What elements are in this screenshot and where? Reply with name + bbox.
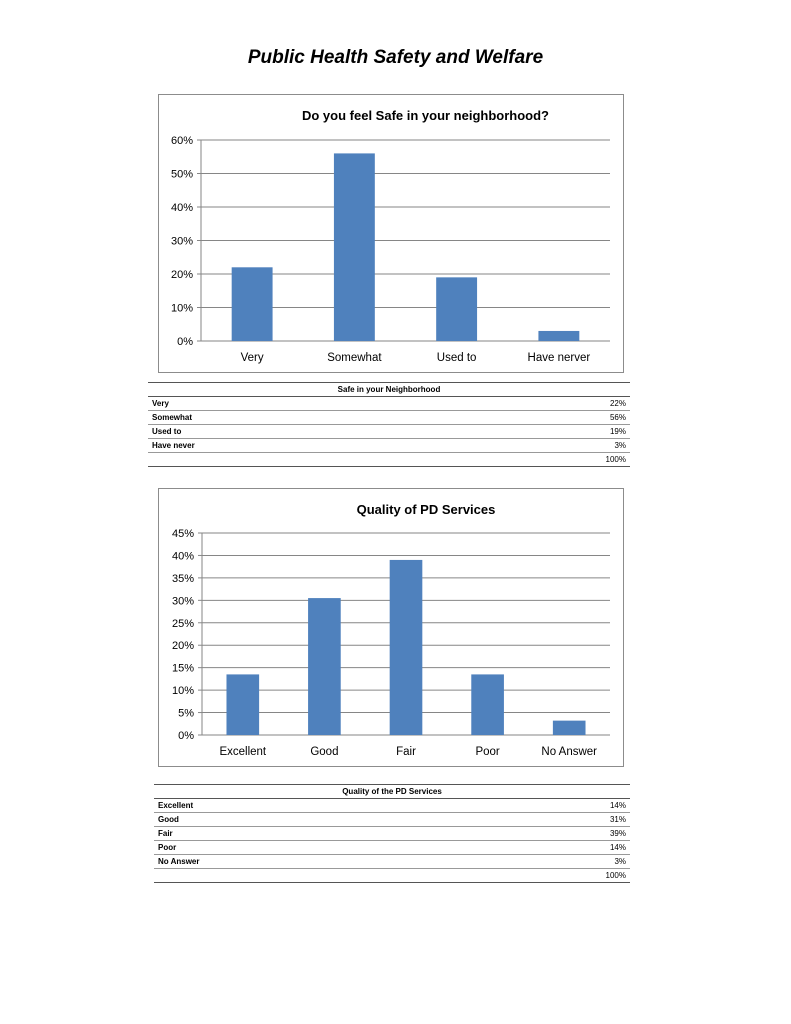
bar-have-nerver bbox=[538, 331, 579, 341]
row-label: Excellent bbox=[154, 799, 456, 813]
x-tick-label: Have nerver bbox=[527, 352, 591, 364]
row-value: 22% bbox=[457, 397, 630, 411]
x-tick-label: Very bbox=[240, 352, 264, 364]
row-value: 39% bbox=[456, 827, 630, 841]
x-tick-label: No Answer bbox=[541, 746, 598, 758]
row-value: 14% bbox=[456, 799, 630, 813]
row-value: 56% bbox=[457, 411, 630, 425]
y-tick-label: 40% bbox=[170, 202, 193, 214]
table-row bbox=[154, 827, 630, 841]
row-value: 31% bbox=[456, 813, 630, 827]
bar-fair bbox=[390, 560, 423, 735]
x-tick-label: Used to bbox=[436, 352, 477, 364]
row-value: 3% bbox=[457, 439, 630, 453]
chart-pd-services bbox=[158, 488, 624, 767]
x-tick-label: Excellent bbox=[219, 746, 267, 758]
total-value: 100% bbox=[457, 453, 630, 467]
row-label: No Answer bbox=[154, 855, 456, 869]
x-tick-label: Fair bbox=[396, 746, 416, 758]
table-total-row bbox=[154, 869, 630, 883]
table-row bbox=[154, 813, 630, 827]
row-label: Good bbox=[154, 813, 456, 827]
page-title: Public Health Safety and Welfare bbox=[247, 47, 544, 68]
y-tick-label: 60% bbox=[170, 135, 193, 147]
row-label: Have never bbox=[148, 439, 457, 453]
table-total-row bbox=[148, 453, 630, 467]
row-label: Poor bbox=[154, 841, 456, 855]
y-tick-label: 30% bbox=[170, 235, 193, 248]
x-tick-label: Somewhat bbox=[327, 352, 382, 364]
y-tick-label: 0% bbox=[177, 336, 193, 348]
chart-title: Quality of PD Services bbox=[356, 502, 496, 517]
bar-excellent bbox=[226, 674, 259, 735]
table-pd-services bbox=[154, 784, 630, 883]
x-tick-label: Good bbox=[310, 746, 339, 758]
total-value: 100% bbox=[456, 869, 630, 883]
chart-safe-neighborhood-svg bbox=[159, 95, 623, 372]
table-row bbox=[148, 411, 630, 425]
row-value: 3% bbox=[456, 855, 630, 869]
row-value: 19% bbox=[457, 425, 630, 439]
y-tick-label: 10% bbox=[171, 685, 194, 698]
table-row bbox=[148, 425, 630, 439]
y-tick-label: 5% bbox=[178, 707, 194, 720]
row-label: Somewhat bbox=[148, 411, 457, 425]
table-row bbox=[154, 841, 630, 855]
chart-pd-services-svg bbox=[159, 489, 623, 766]
bar-no-answer bbox=[553, 721, 586, 735]
table-row bbox=[154, 799, 630, 813]
x-tick-label: Poor bbox=[475, 746, 500, 758]
chart-title: Do you feel Safe in your neighborhood? bbox=[301, 108, 550, 123]
y-tick-label: 10% bbox=[170, 302, 193, 315]
y-tick-label: 0% bbox=[178, 730, 194, 742]
table-row bbox=[154, 855, 630, 869]
y-tick-label: 40% bbox=[171, 550, 194, 563]
y-tick-label: 15% bbox=[171, 662, 194, 675]
row-value: 14% bbox=[456, 841, 630, 855]
bar-somewhat bbox=[334, 153, 375, 341]
y-tick-label: 30% bbox=[171, 595, 194, 608]
y-tick-label: 20% bbox=[171, 640, 194, 653]
table-header: Safe in your Neighborhood bbox=[148, 383, 630, 397]
y-tick-label: 35% bbox=[171, 572, 194, 585]
table-row bbox=[148, 397, 630, 411]
table-safe-neighborhood bbox=[148, 382, 630, 467]
y-tick-label: 45% bbox=[171, 528, 194, 540]
chart-safe-neighborhood bbox=[158, 94, 624, 373]
table-row bbox=[148, 439, 630, 453]
row-label: Very bbox=[148, 397, 457, 411]
bar-used-to bbox=[436, 277, 477, 341]
y-tick-label: 50% bbox=[170, 168, 193, 181]
y-tick-label: 20% bbox=[170, 269, 193, 281]
row-label: Used to bbox=[148, 425, 457, 439]
row-label: Fair bbox=[154, 827, 456, 841]
bar-very bbox=[232, 267, 273, 341]
y-tick-label: 25% bbox=[171, 617, 194, 630]
bar-poor bbox=[471, 674, 504, 735]
bar-good bbox=[308, 598, 341, 735]
table-header: Quality of the PD Services bbox=[154, 785, 630, 799]
